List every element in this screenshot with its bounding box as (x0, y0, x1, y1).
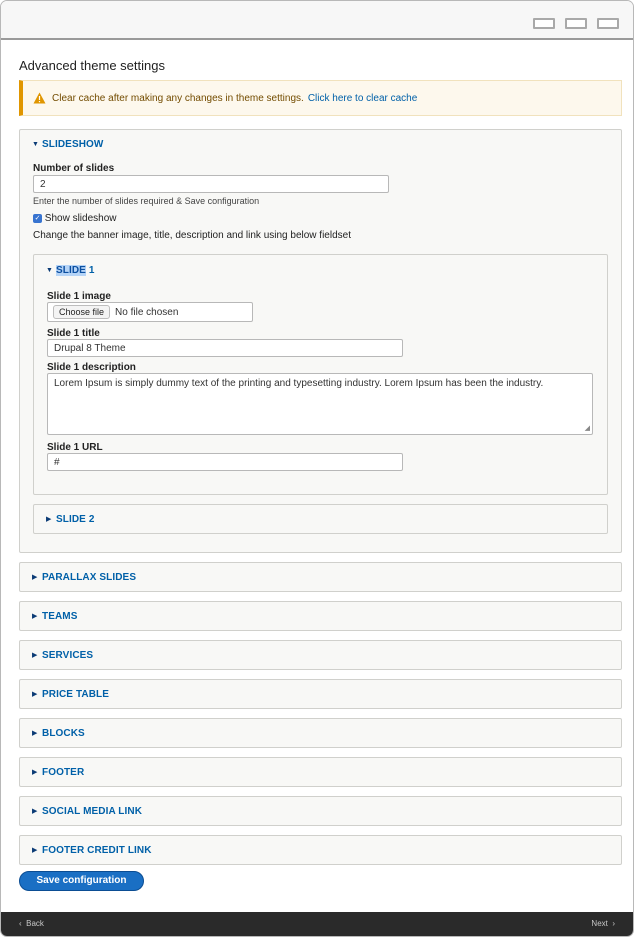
section-summary[interactable] (20, 602, 621, 630)
section-label: PRICE TABLE (42, 688, 110, 700)
show-slideshow-label: Show slideshow (44, 213, 117, 224)
slideshow-help-text: Change the banner image, title, description and link using below fieldset (33, 230, 351, 241)
number-of-slides-label: Number of slides (33, 163, 115, 174)
section-label: FOOTER (42, 766, 85, 778)
slide-1-url-label: Slide 1 URL (47, 442, 103, 453)
top-toolbar (1, 1, 633, 40)
slide-2-details (33, 504, 608, 534)
slide-1-image-input[interactable] (47, 302, 253, 322)
slide-1-url-value: # (54, 456, 60, 468)
section-summary[interactable] (20, 641, 621, 669)
triangle-right-icon: ▶ (32, 574, 38, 581)
triangle-right-icon: ▶ (32, 652, 38, 659)
slide-1-title-input[interactable] (47, 339, 403, 357)
window-button-3[interactable] (597, 18, 619, 29)
triangle-down-icon: ▼ (46, 266, 54, 274)
section-footer (19, 757, 622, 787)
section-services (19, 640, 622, 670)
section-label: BLOCKS (42, 727, 85, 739)
bottom-navigation-bar (1, 912, 633, 936)
next-label: Next (591, 919, 608, 928)
chevron-right-icon: › (612, 919, 615, 928)
section-price-table (19, 679, 622, 709)
warning-icon (33, 92, 46, 104)
section-label: SERVICES (42, 649, 94, 661)
resize-handle-icon[interactable]: ◢ (584, 425, 590, 432)
section-social-media-link (19, 796, 622, 826)
no-file-chosen-text: No file chosen (115, 306, 179, 318)
triangle-down-icon: ▼ (32, 140, 40, 148)
triangle-right-icon: ▶ (32, 691, 38, 698)
triangle-right-icon: ▶ (32, 730, 38, 737)
section-teams (19, 601, 622, 631)
number-of-slides-value: 2 (40, 178, 46, 190)
slide-1-description-value: Lorem Ipsum is simply dummy text of the printing and typesetting industry. Lorem Ipsum has been the industry. (54, 378, 544, 389)
section-label: FOOTER CREDIT LINK (42, 844, 152, 856)
slide-1-description-label: Slide 1 description (47, 362, 136, 373)
triangle-right-icon: ▶ (32, 808, 38, 815)
save-configuration-button[interactable]: Save configuration (19, 871, 144, 891)
triangle-right-icon: ▶ (46, 516, 52, 523)
slide-1-details (33, 254, 608, 495)
slide-1-summary-number: 1 (88, 264, 95, 276)
triangle-right-icon: ▶ (32, 847, 38, 854)
section-summary[interactable] (20, 719, 621, 747)
slide-1-image-label: Slide 1 image (47, 291, 111, 302)
slideshow-summary[interactable] (20, 130, 621, 158)
number-of-slides-description: Enter the number of slides required & Save configuration (33, 196, 260, 206)
back-button[interactable] (19, 919, 44, 928)
slide-1-summary-label: SLIDE (56, 264, 86, 276)
slide-2-summary-label: SLIDE 2 (56, 513, 95, 525)
window-button-2[interactable] (565, 18, 587, 29)
slide-1-description-textarea[interactable] (47, 373, 593, 435)
slide-1-summary[interactable] (34, 255, 607, 285)
window-button-1[interactable] (533, 18, 555, 29)
triangle-right-icon: ▶ (32, 613, 38, 620)
section-label: TEAMS (42, 610, 78, 622)
page-title: Advanced theme settings (19, 58, 165, 73)
show-slideshow-checkbox[interactable]: ✓ (34, 214, 41, 222)
slide-2-summary[interactable] (34, 505, 607, 533)
triangle-right-icon: ▶ (32, 769, 38, 776)
warning-text: Clear cache after making any changes in theme settings. (52, 92, 304, 104)
back-label: Back (26, 919, 44, 928)
chevron-left-icon: ‹ (19, 919, 22, 928)
slide-1-title-value: Drupal 8 Theme (54, 342, 126, 354)
slideshow-summary-label: SLIDESHOW (42, 138, 104, 150)
section-summary[interactable] (20, 836, 621, 864)
next-button[interactable] (591, 919, 615, 928)
main-content (19, 56, 622, 865)
section-summary[interactable] (20, 563, 621, 591)
section-blocks (19, 718, 622, 748)
section-summary[interactable] (20, 797, 621, 825)
show-slideshow-row (33, 213, 608, 224)
section-footer-credit-link (19, 835, 622, 865)
choose-file-button[interactable]: Choose file (53, 305, 110, 319)
section-parallax-slides (19, 562, 622, 592)
section-label: SOCIAL MEDIA LINK (42, 805, 143, 817)
section-label: PARALLAX SLIDES (42, 571, 137, 583)
slideshow-details (19, 129, 622, 553)
slide-1-url-input[interactable] (47, 453, 403, 471)
slide-1-title-label: Slide 1 title (47, 328, 100, 339)
number-of-slides-input[interactable] (33, 175, 389, 193)
warning-message (19, 80, 622, 116)
clear-cache-link[interactable]: Click here to clear cache (307, 92, 418, 104)
section-summary[interactable] (20, 758, 621, 786)
section-summary[interactable] (20, 680, 621, 708)
